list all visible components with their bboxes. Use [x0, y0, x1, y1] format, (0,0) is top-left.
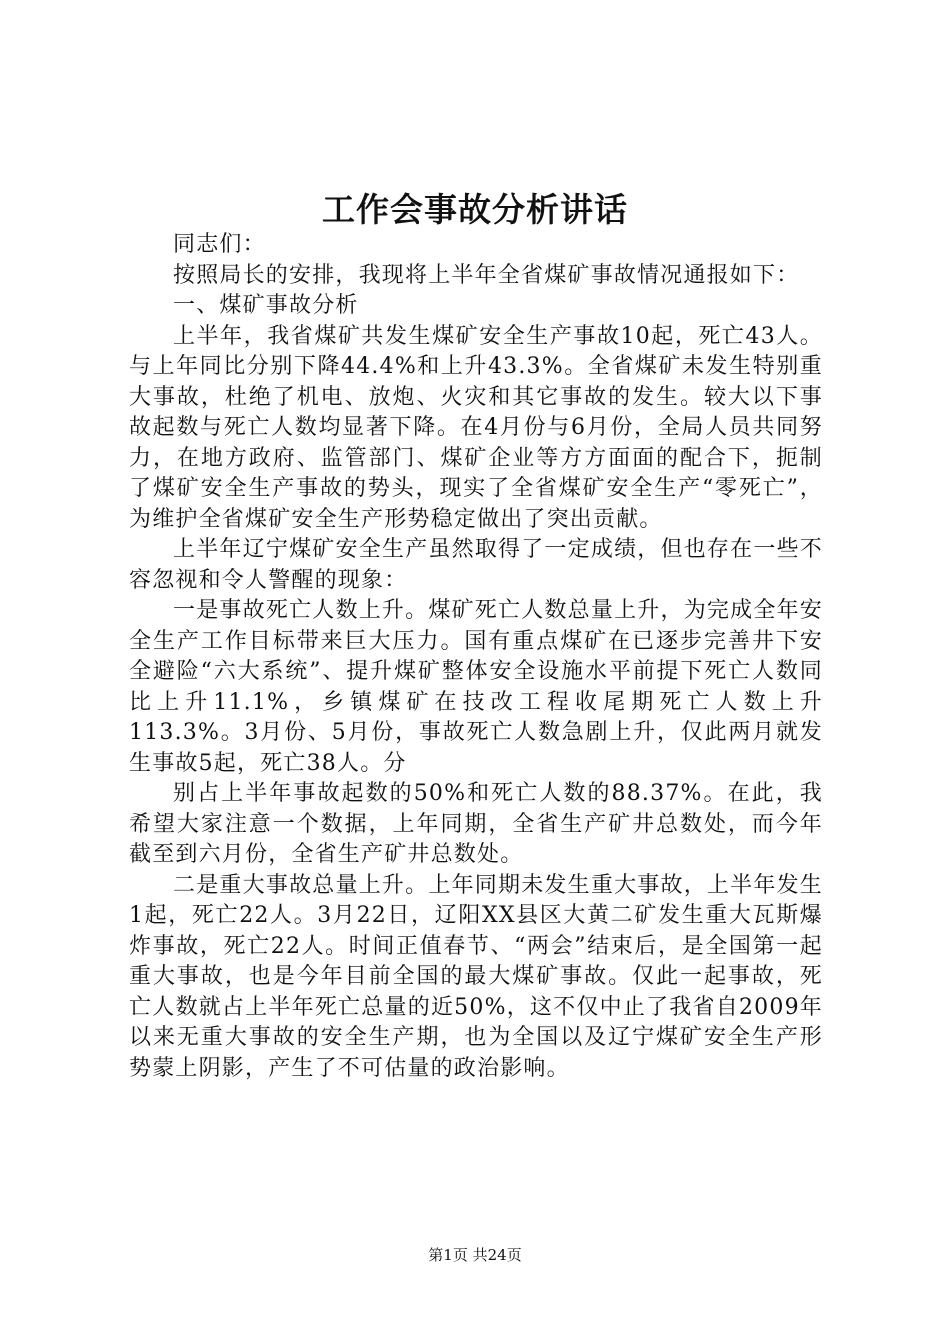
- page-number-footer: 第1页 共24页: [428, 1246, 522, 1264]
- paragraph: 二是重大事故总量上升。上年同期未发生重大事故，上半年发生1起，死亡22人。3月22日，辽阳XX县区大黄二矿发生重大瓦斯爆炸事故，死亡22人。时间正值春节、“两会”结束后，是全国第一起重大事故，也是今年目前全国的最大煤矿事故。仅此一起事故，死亡人数就占上半年死亡总量的近50%，这不仅中止了我省自2009年以来无重大事故的安全生产期，也为全国以及辽宁煤矿安全生产形势蒙上阴影，产生了不可估量的政治影响。: [129, 872, 823, 1081]
- section-heading: 一、煤矿事故分析: [173, 293, 359, 318]
- document-title: 工作会事故分析讲话: [322, 190, 628, 229]
- paragraph: 上半年辽宁煤矿安全生产虽然取得了一定成绩，但也存在一些不容忽视和令人警醒的现象：: [129, 537, 823, 593]
- paragraph: 上半年，我省煤矿共发生煤矿安全生产事故10起，死亡43人。与上年同比分别下降44.4%和上升43.3%。全省煤矿未发生特别重大事故，杜绝了机电、放炮、火灾和其它事故的发生。较大以下事故起数与死亡人数均显著下降。在4月份与6月份，全局人员共同努力，在地方政府、监管部门、煤矿企业等方方面面的配合下，扼制了煤矿安全生产事故的势头，现实了全省煤矿安全生产“零死亡”，为维护全省煤矿安全生产形势稳定做出了突出贡献。: [129, 323, 823, 532]
- paragraph: 一是事故死亡人数上升。煤矿死亡人数总量上升，为完成全年安全生产工作目标带来巨大压力。国有重点煤矿在已逐步完善井下安全避险“六大系统”、提升煤矿整体安全设施水平前提下死亡人数同比上升11.1%，乡镇煤矿在技改工程收尾期死亡人数上升113.3%。3月份、5月份，事故死亡人数急剧上升，仅此两月就发生事故5起，死亡38人。分: [129, 598, 823, 776]
- paragraph-salutation: 同志们：: [173, 232, 266, 257]
- paragraph: 别占上半年事故起数的50%和死亡人数的88.37%。在此，我希望大家注意一个数据，上年同期，全省生产矿井总数处，而今年截至到六月份，全省生产矿井总数处。: [129, 781, 823, 867]
- paragraph-intro: 按照局长的安排，我现将上半年全省煤矿事故情况通报如下：: [173, 262, 800, 288]
- document-body: [129, 230, 823, 1084]
